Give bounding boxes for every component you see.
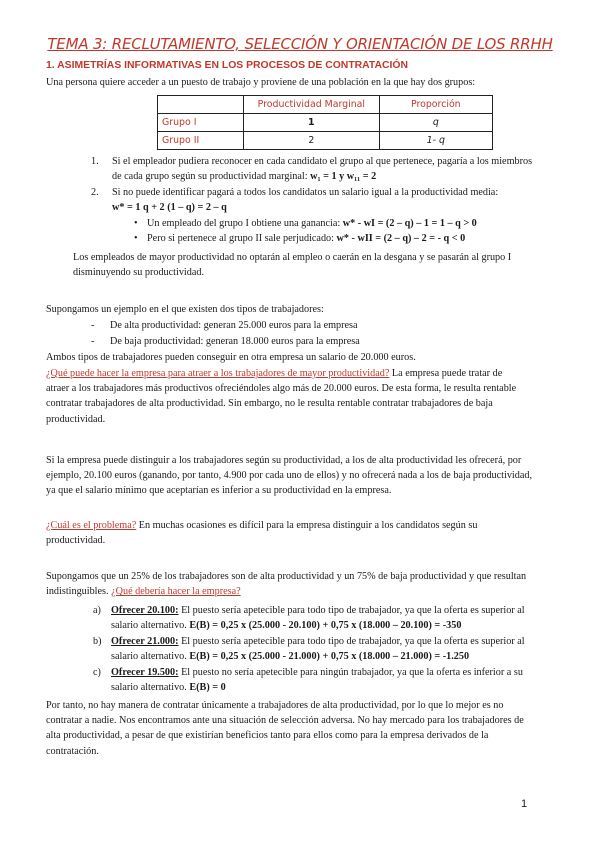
option-label: Ofrecer 20.100:	[111, 605, 179, 616]
paragraph-line: atraer a los trabajadores más productivos ofreciéndoles algo más de 20.000 euros. De esta forma, le resulta rentable	[46, 383, 517, 395]
attract-paragraph	[46, 366, 564, 427]
paragraph-line: Supongamos que un 25% de los trabajadores son de alta productividad y un 75% de baja productividad y que resultan	[46, 571, 527, 582]
option-letter: a)	[93, 605, 101, 616]
option-a	[111, 603, 569, 633]
paragraph-line: La empresa puede tratar de	[389, 368, 503, 379]
option-label: Ofrecer 19.500:	[111, 667, 179, 678]
paragraph-line: contratar trabajadores de alta productividad. Sin embargo, no le resulta rentable contratar trabajadores de baja	[46, 398, 493, 410]
option-label: Ofrecer 21.000:	[111, 636, 179, 647]
option-text: El puesto sería apetecible para todo tipo de trabajador, ya que la oferta es superior al	[178, 636, 525, 647]
bullet-text: Un empleado del grupo I obtiene una ganancia:	[147, 218, 341, 229]
both-types-text: Ambos tipos de trabajadores pueden conseguir en otra empresa un salario de 20.000 euros.	[46, 352, 416, 363]
paragraph-line: En muchas ocasiones es difícil para la empresa distinguir a los candidatos según su	[136, 520, 478, 531]
paragraph-line: Por tanto, no hay manera de contratar únicamente a trabajadores de alta productividad, por lo que lo mejor es no	[46, 700, 504, 711]
list-item-line: Si el empleador pudiera reconocer en cada candidato el grupo al que pertenece, pagaría a los miembros	[112, 156, 533, 167]
table-cell: Grupo I	[158, 114, 244, 132]
list-item-line: de cada grupo según su productividad marginal:	[112, 171, 308, 183]
dash-item: De alta productividad: generan 25.000 euros para la empresa	[110, 320, 358, 331]
option-text: salario alternativo.	[111, 620, 190, 632]
problem-paragraph	[46, 518, 564, 548]
paragraph-line: Si la empresa puede distinguir a los trabajadores según su productividad, a los de alta productividad les ofrecerá, por	[46, 455, 522, 466]
table-header-cell: Productividad Marginal	[244, 96, 380, 114]
dash-marker: -	[91, 320, 95, 331]
bullet-text: Pero si pertenece al grupo II sale perjudicado:	[147, 233, 334, 244]
paragraph-line: contratación.	[46, 745, 99, 757]
table-cell: q	[379, 114, 492, 132]
bullet-icon: •	[134, 233, 138, 244]
productivity-table	[157, 95, 493, 150]
paragraph-line: indistinguibles.	[46, 586, 112, 598]
table-cell: 1- q	[379, 132, 492, 150]
section-heading: 1. ASIMETRÍAS INFORMATIVAS EN LOS PROCESOS DE CONTRATACIÓN	[46, 60, 408, 71]
final-paragraph	[46, 698, 564, 759]
option-letter: c)	[93, 667, 101, 678]
option-text: salario alternativo.	[111, 651, 190, 663]
option-text: El puesto sería apetecible para todo tipo de trabajador, ya que la oferta es superior al	[178, 605, 525, 616]
table-header-cell	[158, 96, 244, 114]
conclusion-line: disminuyendo su productividad.	[73, 267, 205, 279]
table-cell: 1	[244, 114, 380, 132]
option-formula: E(B) = 0,25 x (25.000 - 21.000) + 0,75 x (18.000 – 21.000) = -1.250	[189, 651, 470, 663]
list-item-text: Si no puede identificar pagará a todos los candidatos un salario igual a la productividad media:	[112, 187, 499, 198]
option-letter: b)	[93, 636, 102, 647]
bullet-item	[147, 216, 567, 231]
table-cell: Grupo II	[158, 132, 244, 150]
list-number: 2.	[91, 187, 99, 198]
distinguish-paragraph	[46, 453, 564, 499]
question-highlight: ¿Cuál es el problema?	[46, 520, 137, 531]
bullet-icon: •	[134, 218, 138, 229]
option-c	[111, 665, 569, 695]
paragraph-line: productividad.	[46, 535, 106, 547]
table-row	[158, 132, 493, 150]
list-item-text	[112, 154, 572, 184]
question-highlight: ¿Qué puede hacer la empresa para atraer a los trabajadores de mayor productividad?	[46, 368, 390, 379]
option-formula: E(B) = 0	[189, 682, 226, 694]
option-formula: E(B) = 0,25 x (25.000 - 20.100) + 0,75 x (18.000 – 20.100) = -350	[189, 620, 462, 632]
paragraph-line: ejemplo, 20.100 euros (ganando, por tanto, 4.900 por cada uno de ellos) y no ofrecerá nada a los de baja productividad,	[46, 470, 533, 482]
page-title: TEMA 3: RECLUTAMIENTO, SELECCIÓN Y ORIENTACIÓN DE LOS RRHH	[47, 35, 553, 53]
conclusion-paragraph	[73, 250, 568, 280]
paragraph-line: ya que el salario mínimo que aceptarían es inferior a su productividad en la empresa.	[46, 485, 392, 497]
table-cell: 2	[244, 132, 380, 150]
table-row	[158, 114, 493, 132]
option-text: salario alternativo.	[111, 682, 190, 694]
paragraph-line: alta productividad, a pesar de que existirían beneficios tanto para ellos como para la empresa derivados de la	[46, 730, 489, 742]
question-highlight: ¿Qué debería hacer la empresa?	[111, 586, 241, 598]
example-intro: Supongamos un ejemplo en el que existen dos tipos de trabajadores:	[46, 304, 324, 315]
bullet-formula: w* - wI = (2 – q) – 1 = 1 – q > 0	[342, 218, 477, 229]
bullet-formula: w* - wII = (2 – q) – 2 = - q < 0	[336, 233, 466, 244]
list-number: 1.	[91, 156, 99, 167]
page-number: 1	[521, 798, 528, 810]
dash-marker: -	[91, 336, 95, 347]
intro-text: Una persona quiere acceder a un puesto de trabajo y proviene de una población en la que hay dos grupos:	[46, 77, 476, 88]
conclusion-line: Los empleados de mayor productividad no optarán al empleo o caerán en la desgana y se pasarán al grupo I	[73, 252, 512, 263]
table-header-cell: Proporción	[379, 96, 492, 114]
table-header-row	[158, 96, 493, 114]
paragraph-line: contratar a nadie. Nos encontramos ante una situación de selección adversa. No hay mercado para los trabajadores de	[46, 715, 524, 727]
dash-item: De baja productividad: generan 18.000 euros para la empresa	[110, 336, 360, 347]
bullet-item	[147, 231, 567, 246]
option-text: El puesto no sería apetecible para ningún trabajador, ya que la oferta es inferior a su	[178, 667, 523, 678]
option-b	[111, 634, 569, 664]
average-wage-formula: w* = 1 q + 2 (1 – q) = 2 – q	[112, 202, 227, 213]
scenario-intro	[46, 569, 564, 599]
paragraph-line: productividad.	[46, 413, 106, 425]
wage-formula: w₁ = 1 y w₁₁ = 2	[310, 171, 377, 183]
